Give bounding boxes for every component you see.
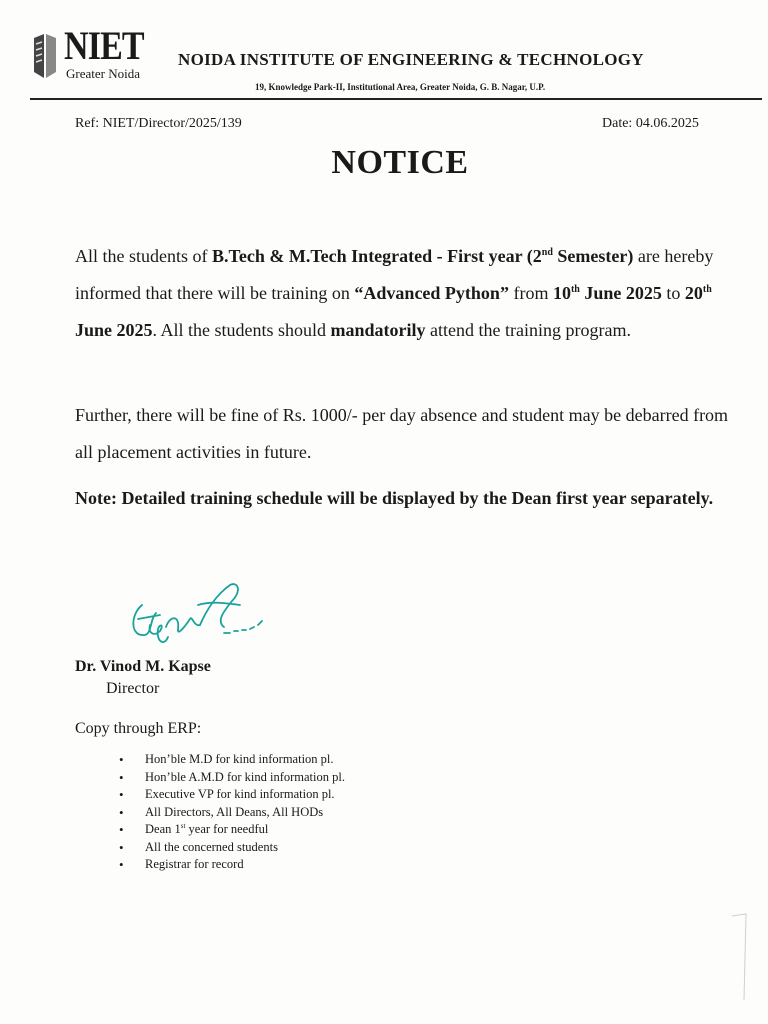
header-divider: [30, 98, 762, 100]
copy-recipient-list: [119, 751, 345, 874]
list-item: • Executive VP for kind information pl.: [119, 786, 345, 804]
list-item: • All the concerned students: [119, 839, 345, 857]
signature-image: [120, 575, 270, 650]
page-title: NOTICE: [331, 144, 469, 181]
list-item: • Hon’ble M.D for kind information pl.: [119, 751, 345, 769]
reference-number: Ref: NIET/Director/2025/139: [75, 116, 242, 131]
institution-name: NOIDA INSTITUTE OF ENGINEERING & TECHNOLOGY: [178, 50, 644, 69]
notice-note: Note: Detailed training schedule will be displayed by the Dean first year separately.: [75, 488, 714, 508]
list-item: • Registrar for record: [119, 856, 345, 874]
list-item: • All Directors, All Deans, All HODs: [119, 804, 345, 822]
copy-heading: Copy through ERP:: [75, 720, 202, 737]
list-item: • Hon’ble A.M.D for kind information pl.: [119, 769, 345, 787]
shield-emblem-icon: [30, 32, 60, 82]
notice-date: Date: 04.06.2025: [602, 116, 699, 131]
institution-address: 19, Knowledge Park-II, Institutional Area, Greater Noida, G. B. Nagar, U.P.: [255, 82, 546, 92]
list-item: • Dean 1st year for needful: [119, 821, 345, 839]
niet-logo: [30, 23, 150, 90]
notice-paragraph-2: Further, there will be fine of Rs. 1000/- per day absence and student may be debarred from all placement activities in future.: [75, 405, 729, 462]
notice-paragraph-1: All the students of B.Tech & M.Tech Integrated - First year (2nd Semester) are hereby informed that there will be training on “Advanced Python” from 10th June 2025 to 20th June 2025. All the students should mandatorily attend the training program.: [75, 246, 714, 340]
scan-mark: [730, 912, 750, 1002]
logo-wordmark: NIET: [64, 23, 144, 68]
signatory-designation: Director: [106, 680, 160, 697]
signatory-name: Dr. Vinod M. Kapse: [75, 658, 211, 675]
logo-location: Greater Noida: [66, 66, 140, 81]
